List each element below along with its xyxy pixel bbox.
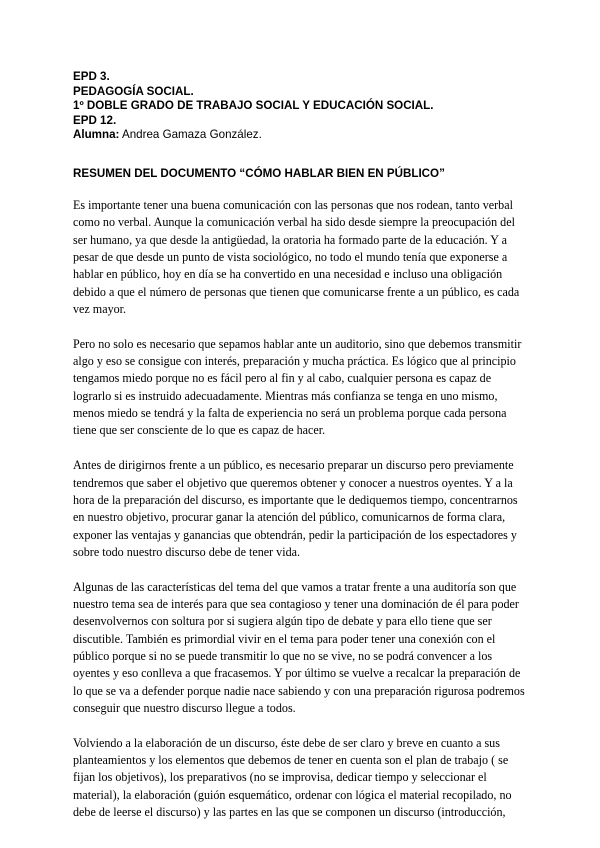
student-label: Alumna: (73, 128, 120, 142)
header-line-degree: 1º DOBLE GRADO DE TRABAJO SOCIAL Y EDUCACIÓN SOCIAL. (73, 99, 434, 113)
paragraph-1: Es importante tener una buena comunicación con las personas que nos rodean, tanto verbal como no verbal. Aunque la comunicación verbal ha sido desde siempre la preocupación del ser humano, ya que desde la antigüedad, la oratoria ha formado parte de la educación. Y a pesar de que desde un punto de vista sociológico, no todo el mundo tenía que exponerse a hablar en público, hoy en día se ha convertido en una necesidad e incluso una obligación debido a que el número de personas que tienen que comunicarse frente a un público, es cada vez mayor. (73, 198, 520, 317)
paragraph-3: Antes de dirigirnos frente a un público, es necesario preparar un discurso pero previamente tendremos que saber el objetivo que queremos obtener y conocer a nuestros oyentes. Y a la hora de la preparación del discurso, es importante que le dediquemos tiempo, concentrarnos en nuestro objetivo, procurar ganar la atención del público, comunicarnos de forma clara, exponer las ventajas y ganancias que obtendrán, pedir la participación de los espectadores y sobre todo nuestro discurso debe de tener vida. (73, 458, 518, 559)
header-line-epd3: EPD 3. (73, 70, 110, 83)
document-body (73, 197, 528, 839)
header-line-subject: PEDAGOGÍA SOCIAL. (73, 84, 194, 98)
header-line-epd12: EPD 12. (73, 113, 117, 127)
paragraph-2: Pero no solo es necesario que sepamos hablar ante un auditorio, sino que debemos transmitir algo y eso se consigue con interés, preparación y mucha práctica. Es lógico que al principio tengamos miedo porque no es fácil pero al fin y al cabo, cualquier persona es capaz de lograrlo si es instruido adecuadamente. Mientras más confianza se tenga en uno mismo, menos miedo se tendrá y la falta de experiencia no será un problema porque cada persona tiene que ser consciente de lo que es capaz de hacer. (73, 336, 522, 438)
document-header (73, 70, 573, 143)
header-student-line (73, 128, 573, 143)
document-title: RESUMEN DEL DOCUMENTO “CÓMO HABLAR BIEN EN PÚBLICO” (73, 167, 445, 180)
student-name: Andrea Gamaza González. (119, 128, 262, 142)
paragraph-4: Algunas de las características del tema del que vamos a tratar frente a una auditoría son que nuestro tema sea de interés para que sea contagioso y tener una dominación de él para poder desenvolvernos con soltura por si sugiera algún tipo de debate y para ello tiene que ser discutible. También es primordial vivir en el tema para poder tener una conexión con el público porque si no se puede transmitir lo que no se vive, no se podrá convencer a los oyentes y eso conlleva a que fracasemos. Y por último se vuelve a recalcar la preparación de lo que se va a defender porque nadie nace sabiendo y con una preparación rigurosa podremos conseguir que nuestro discurso llegue a todos. (73, 579, 525, 715)
paragraph-5: Volviendo a la elaboración de un discurso, éste debe de ser claro y breve en cuanto a sus planteamientos y los elementos que debemos de tener en cuenta son el plan de trabajo ( se fijan los objetivos), los preparativos (no se improvisa, dedicar tiempo y seleccionar el material), la elaboración (guión esquemático, ordenar con lógica el material recopilado, no debe de leerse el discurso) y las partes en las que se componen un discurso (introducción, (73, 735, 512, 820)
